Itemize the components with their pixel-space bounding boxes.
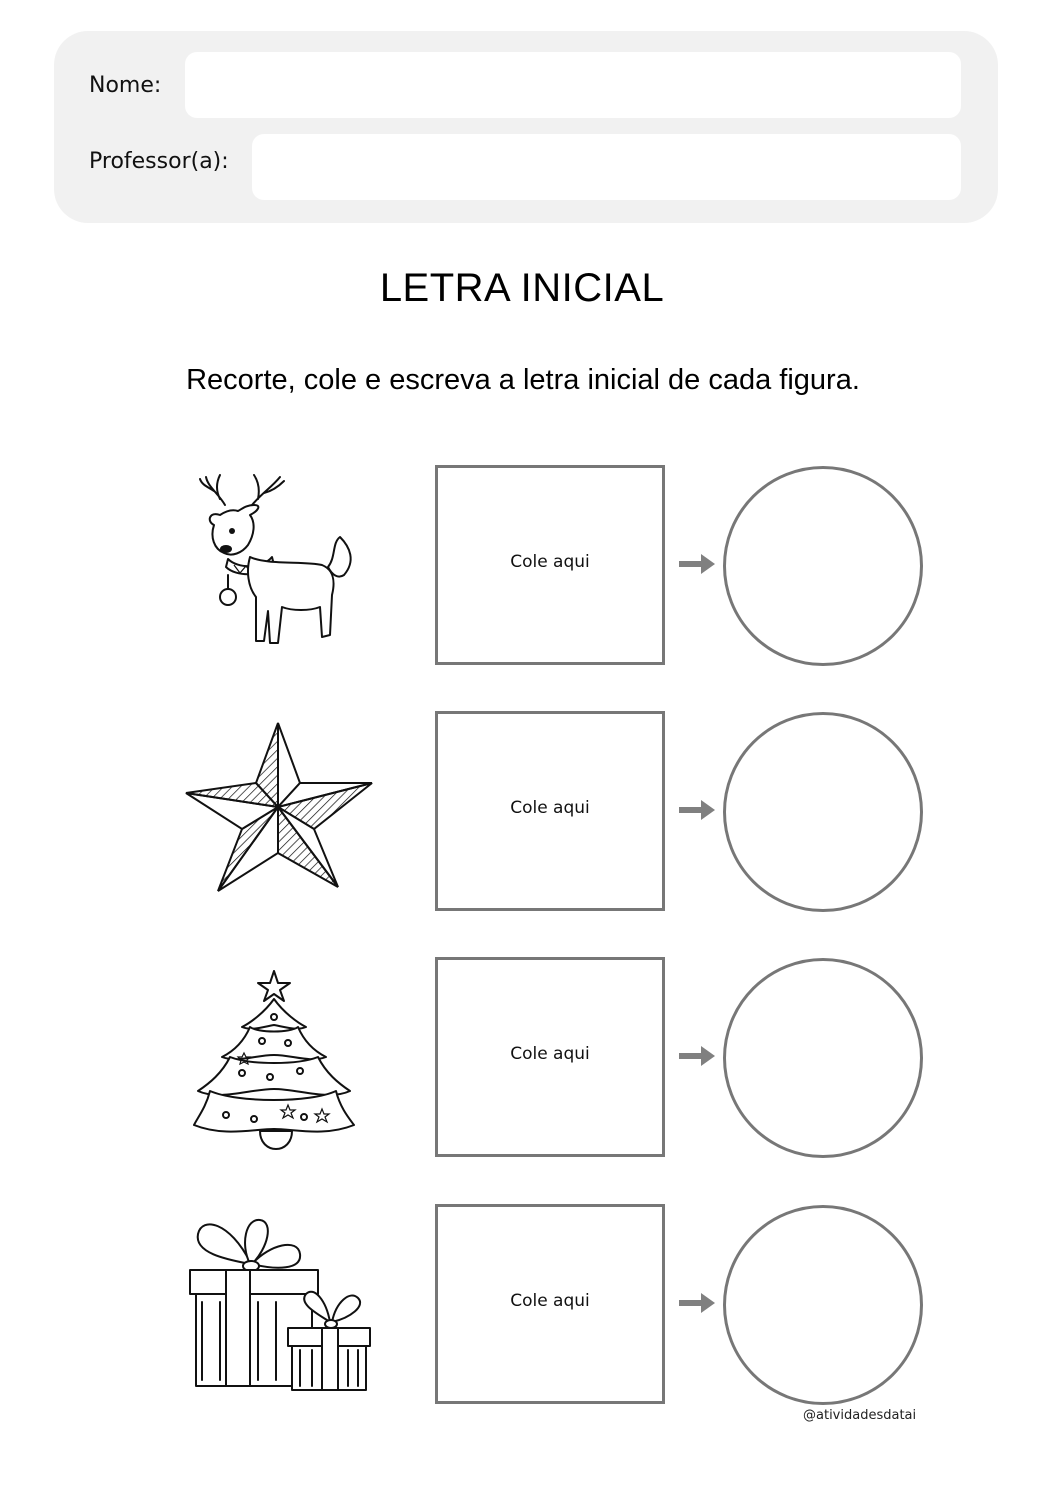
gift-boxes-icon	[180, 1204, 380, 1404]
name-label: Nome:	[89, 73, 162, 98]
page-title: LETRA INICIAL	[379, 266, 665, 310]
arrow-right-icon	[679, 1046, 717, 1066]
teacher-label: Professor(a):	[89, 149, 229, 174]
credit-text: @atividadesdatai	[803, 1408, 917, 1423]
paste-label: Cole aqui	[510, 1291, 590, 1311]
paste-box[interactable]	[435, 465, 665, 665]
arrow-right-icon	[679, 1293, 717, 1313]
paste-label: Cole aqui	[510, 552, 590, 572]
reindeer-icon	[180, 465, 380, 665]
arrow-right-icon	[679, 800, 717, 820]
answer-circle[interactable]	[723, 466, 923, 666]
answer-circle[interactable]	[723, 712, 923, 912]
paste-label: Cole aqui	[510, 1044, 590, 1064]
christmas-tree-icon	[180, 957, 380, 1157]
exercise-row	[0, 1204, 1058, 1404]
arrow-right-icon	[679, 554, 717, 574]
answer-circle[interactable]	[723, 1205, 923, 1405]
answer-circle[interactable]	[723, 958, 923, 1158]
instruction-text: Recorte, cole e escreva a letra inicial de cada figura.	[186, 364, 860, 396]
name-field[interactable]	[185, 52, 961, 118]
student-info-panel	[54, 31, 998, 223]
paste-box[interactable]	[435, 711, 665, 911]
star-icon	[180, 711, 380, 911]
exercise-row	[0, 465, 1058, 665]
exercise-row	[0, 957, 1058, 1157]
paste-label: Cole aqui	[510, 798, 590, 818]
exercise-row	[0, 711, 1058, 911]
paste-box[interactable]	[435, 1204, 665, 1404]
teacher-field[interactable]	[252, 134, 961, 200]
paste-box[interactable]	[435, 957, 665, 1157]
